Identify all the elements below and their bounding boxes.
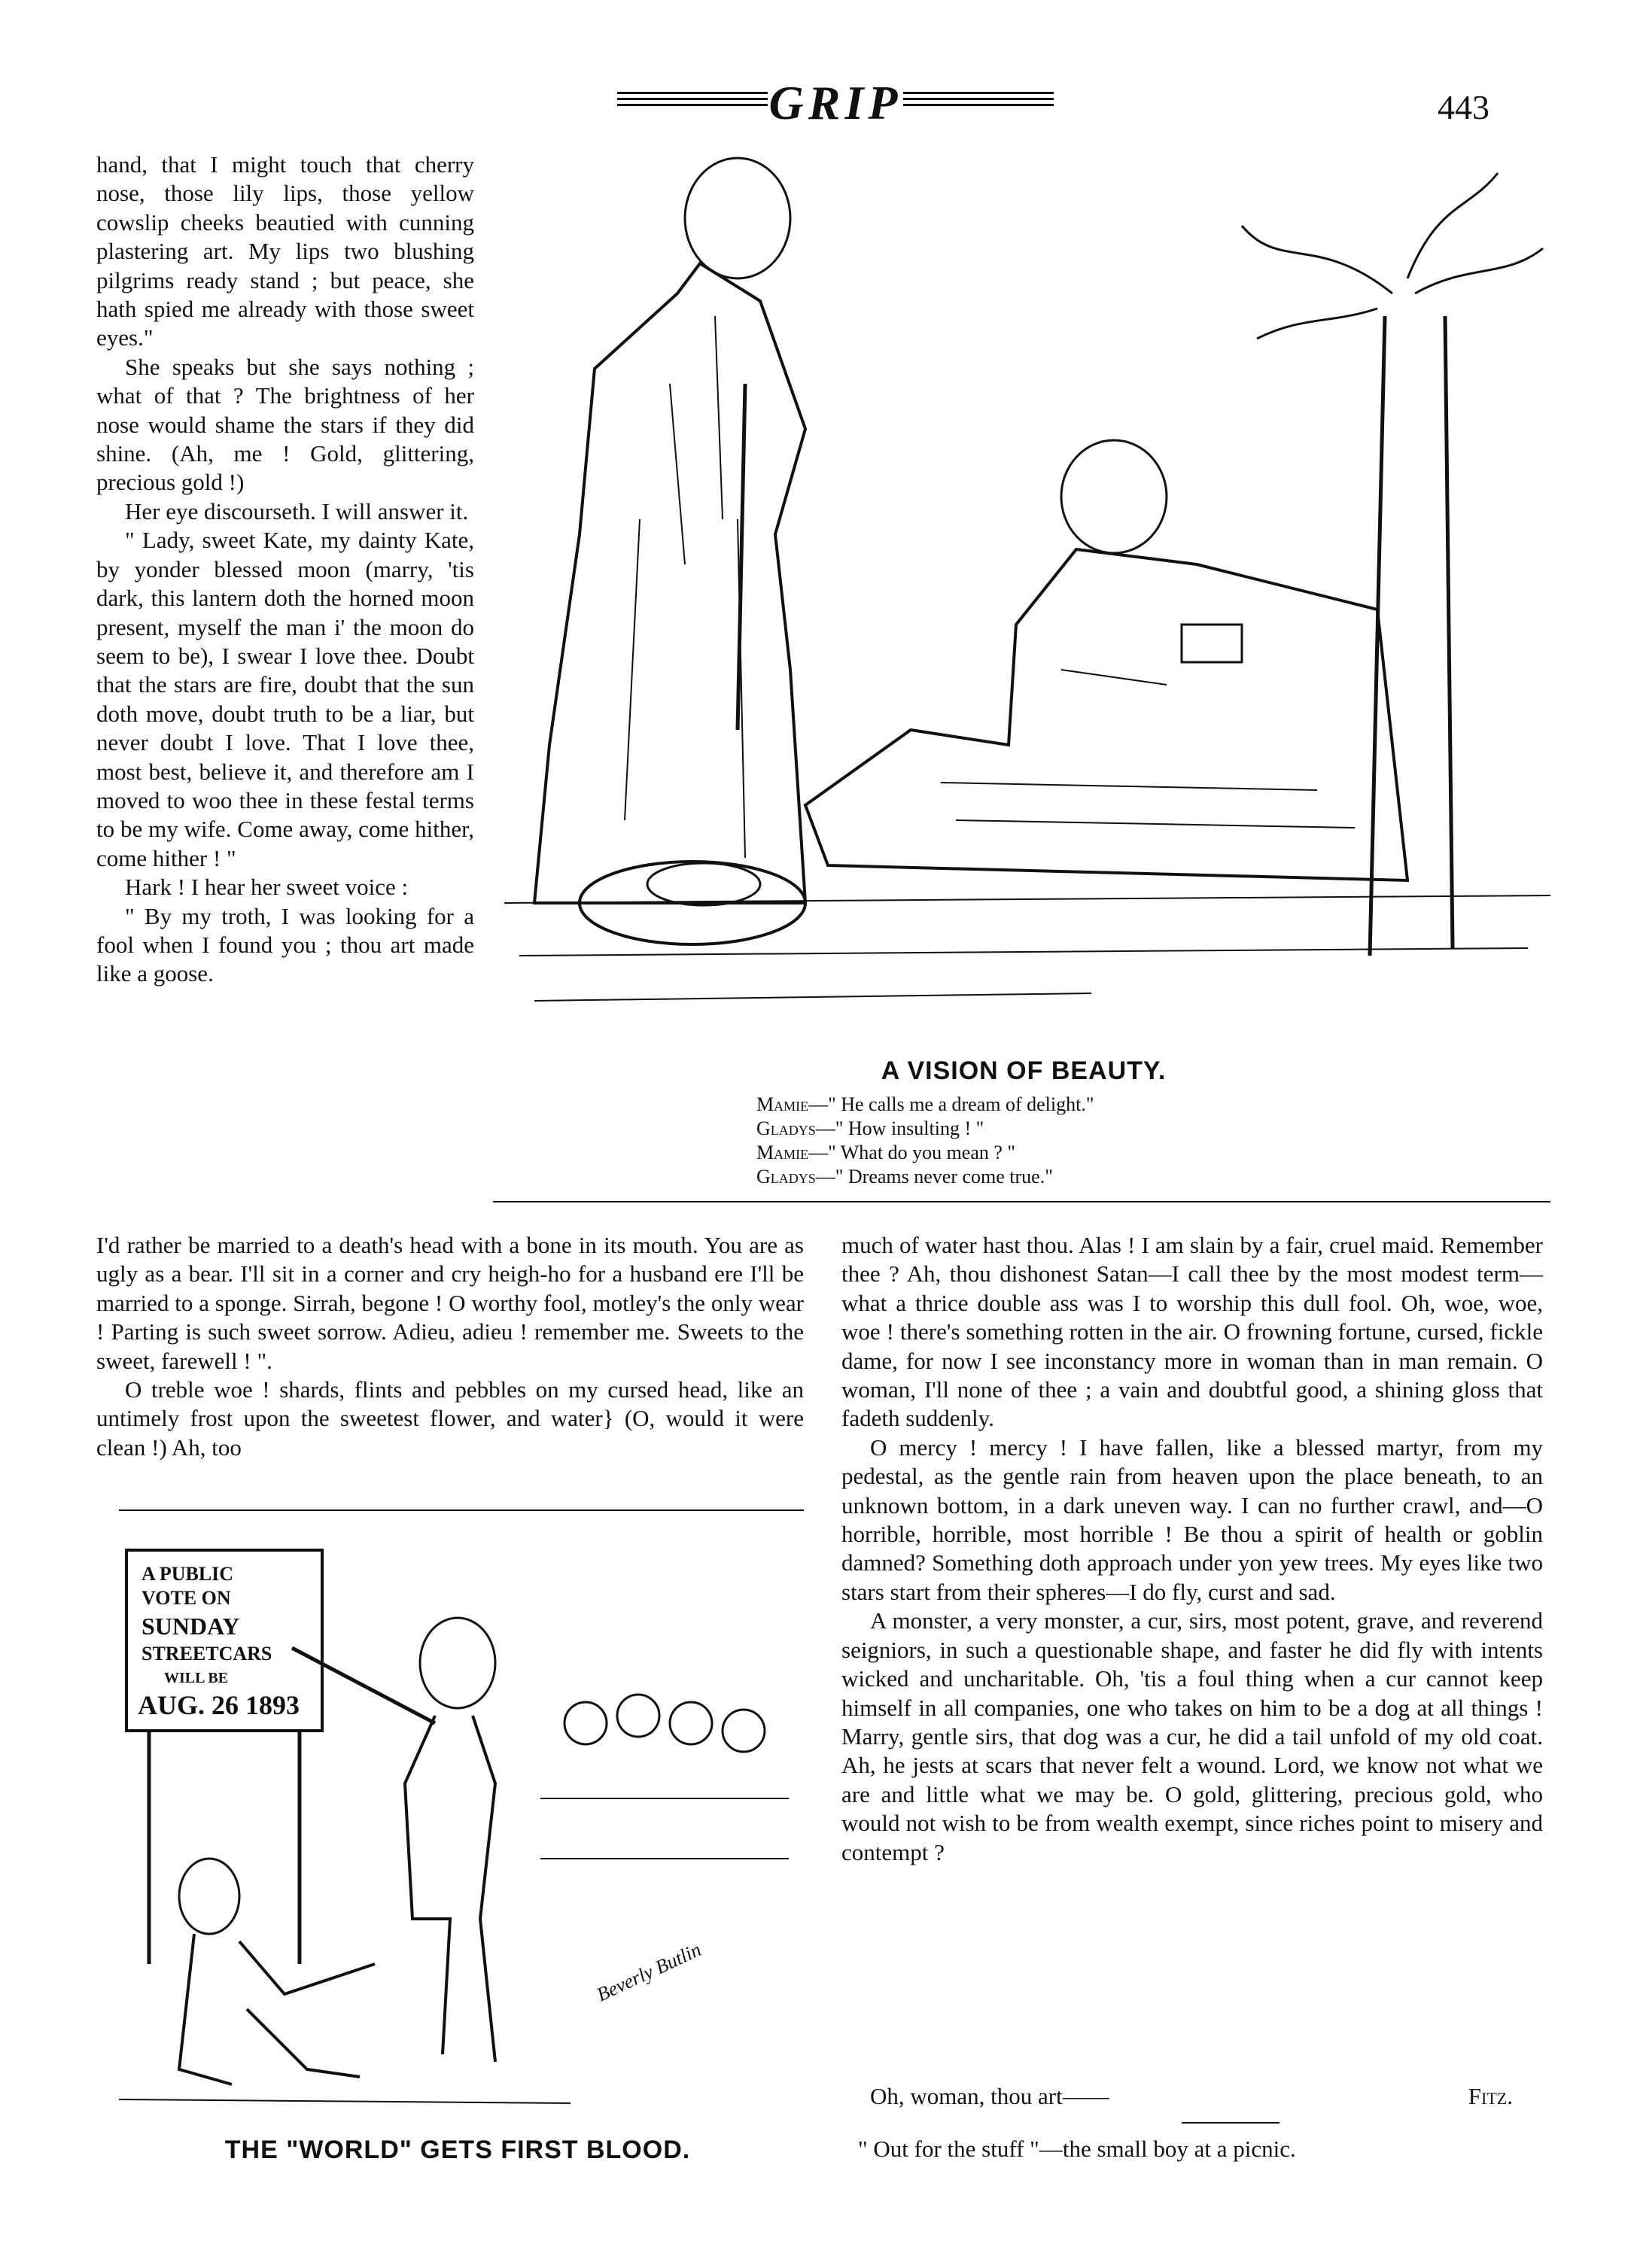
left-column-bottom [96,1231,804,1462]
footer-quote: " Out for the stuff "—the small boy at a picnic. [858,2136,1296,2162]
speaker: Gladys [756,1166,816,1187]
sign-line: WILL BE [164,1670,229,1686]
paragraph: O treble woe ! shards, flints and pebbles on my cursed head, like an untimely frost upon the sweetest flower, and water} (O, would it were clean !) Ah, too [96,1376,804,1461]
sign-line: SUNDAY [141,1613,240,1640]
line: —" What do you mean ? " [808,1142,1016,1163]
dialogue-line [756,1141,1298,1165]
sign-line: STREETCARS [141,1643,272,1665]
closing-text: Oh, woman, thou art—— [870,2083,1109,2109]
speaker: Mamie [756,1093,809,1115]
line: —" Dreams never come true." [815,1166,1053,1187]
dialogue-line [756,1117,1298,1141]
paragraph: A monster, a very monster, a cur, sirs, most potent, grave, and reverend seigniors, in such a questionable shape, and faster he did fly with intents wicked and uncharitable. Oh, 'tis a foul thing when a cur cannot keep himself in all companies, one who takes on him to be a dog at all things ! Marry, gentle sirs, that dog was a cur, he did a tail unfold of my old coat. Ah, he jests at scars that never felt a wound. Lord, we know not what we are and little what we may be. O gold, glittering, precious gold, who would not wish to be from wealth exempt, since riches point to misery and contempt ? [841,1607,1543,1865]
vision-of-beauty-illustration [489,143,1566,1053]
right-column [841,1231,1543,1867]
sign-line: A PUBLIC [141,1563,234,1585]
line: —" He calls me a dream of delight." [808,1093,1094,1115]
closing-line [841,2083,1543,2110]
divider-rule [119,1509,804,1511]
short-divider [1182,2122,1280,2124]
speaker: Gladys [756,1117,816,1139]
masthead-title: GRIP [768,76,902,129]
world-first-blood-illustration [119,1543,796,2122]
speaker: Mamie [756,1142,809,1163]
vision-caption-title: A VISION OF BEAUTY. [881,1056,1167,1085]
world-caption-title: THE "WORLD" GETS FIRST BLOOD. [224,2136,691,2164]
paragraph: Her eye discourseth. I will answer it. [125,497,469,524]
paragraph: I'd rather be married to a death's head with a bone in its mouth. You are as ugly as a bear. I'll sit in a corner and cry heigh-ho for a husband ere I'll be married to a sponge. Sirrah, begone ! O worthy fool, motley's the only wear ! Parting is such sweet sorrow. Adieu, adieu ! remember me. Sweets to the sweet, farewell ! ". [96,1232,804,1374]
line: —" How insulting ! " [815,1117,984,1139]
paragraph: She speaks but she says nothing ; what of that ? The brightness of her nose would shame the stars if they did shine. (Ah, me ! Gold, glittering, precious gold !) [96,353,474,496]
author-name: Fitz. [1468,2083,1513,2109]
masthead-rule-right [903,92,1054,114]
narrow-column [96,150,474,989]
paragraph: much of water hast thou. Alas ! I am slain by a fair, cruel maid. Remember thee ? Ah, thou dishonest Satan—I call thee by the most modest term—what a thrice double ass was I to worship this dull fool. Oh, woe, woe, woe ! there's something rotten in the air. O frowning fortune, cursed, fickle dame, for now I see inconstancy more in woman than in man remain. O woman, I'll none of thee ; a vain and doubtful good, a shining gloss that fadeth suddenly. [841,1232,1543,1432]
masthead [572,75,1099,135]
dialogue-line [756,1093,1298,1117]
paragraph: O mercy ! mercy ! I have fallen, like a blessed martyr, from my pedestal, as the gentle rain from heaven upon the place beneath, to an unknown bottom, in a dark uneven way. I can no further crawl, and—O horrible, horrible, most horrible ! Be thou a spirit of health or goblin damned? Something doth approach under yon yew trees. My eyes like two stars start from their spheres—I do fly, curst and sad. [841,1433,1543,1605]
sign-line: VOTE ON [141,1587,231,1609]
divider-rule [493,1201,1550,1202]
page-number: 443 [1438,88,1489,126]
vision-dialogue [756,1093,1298,1189]
paragraph: " Lady, sweet Kate, my dainty Kate, by yonder blessed moon (marry, 'tis dark, this lantern doth the horned moon present, myself the man i' the moon do seem to be), I swear I love thee. Doubt that the stars are fire, doubt that the sun doth move, doubt truth to be a liar, but never doubt I love. That I love thee, most best, believe it, and therefore am I moved to woo thee in these festal terms to be my wife. Come away, come hither, come hither ! " [96,527,474,871]
paragraph: " By my troth, I was looking for a fool when I found you ; thou art made like a goose. [96,902,474,987]
paragraph: Hark ! I hear her sweet voice : [125,874,409,901]
sign-line: AUG. 26 1893 [138,1690,300,1720]
dialogue-line [756,1165,1298,1189]
artist-signature: Beverly Butlin [593,1938,704,2006]
paragraph: hand, that I might touch that cherry nose, those lily lips, those yellow cowslip cheeks beautied with cunning plastering art. My lips two blushing pilgrims ready stand ; but peace, she hath spied me already with those sweet eyes." [96,151,474,351]
